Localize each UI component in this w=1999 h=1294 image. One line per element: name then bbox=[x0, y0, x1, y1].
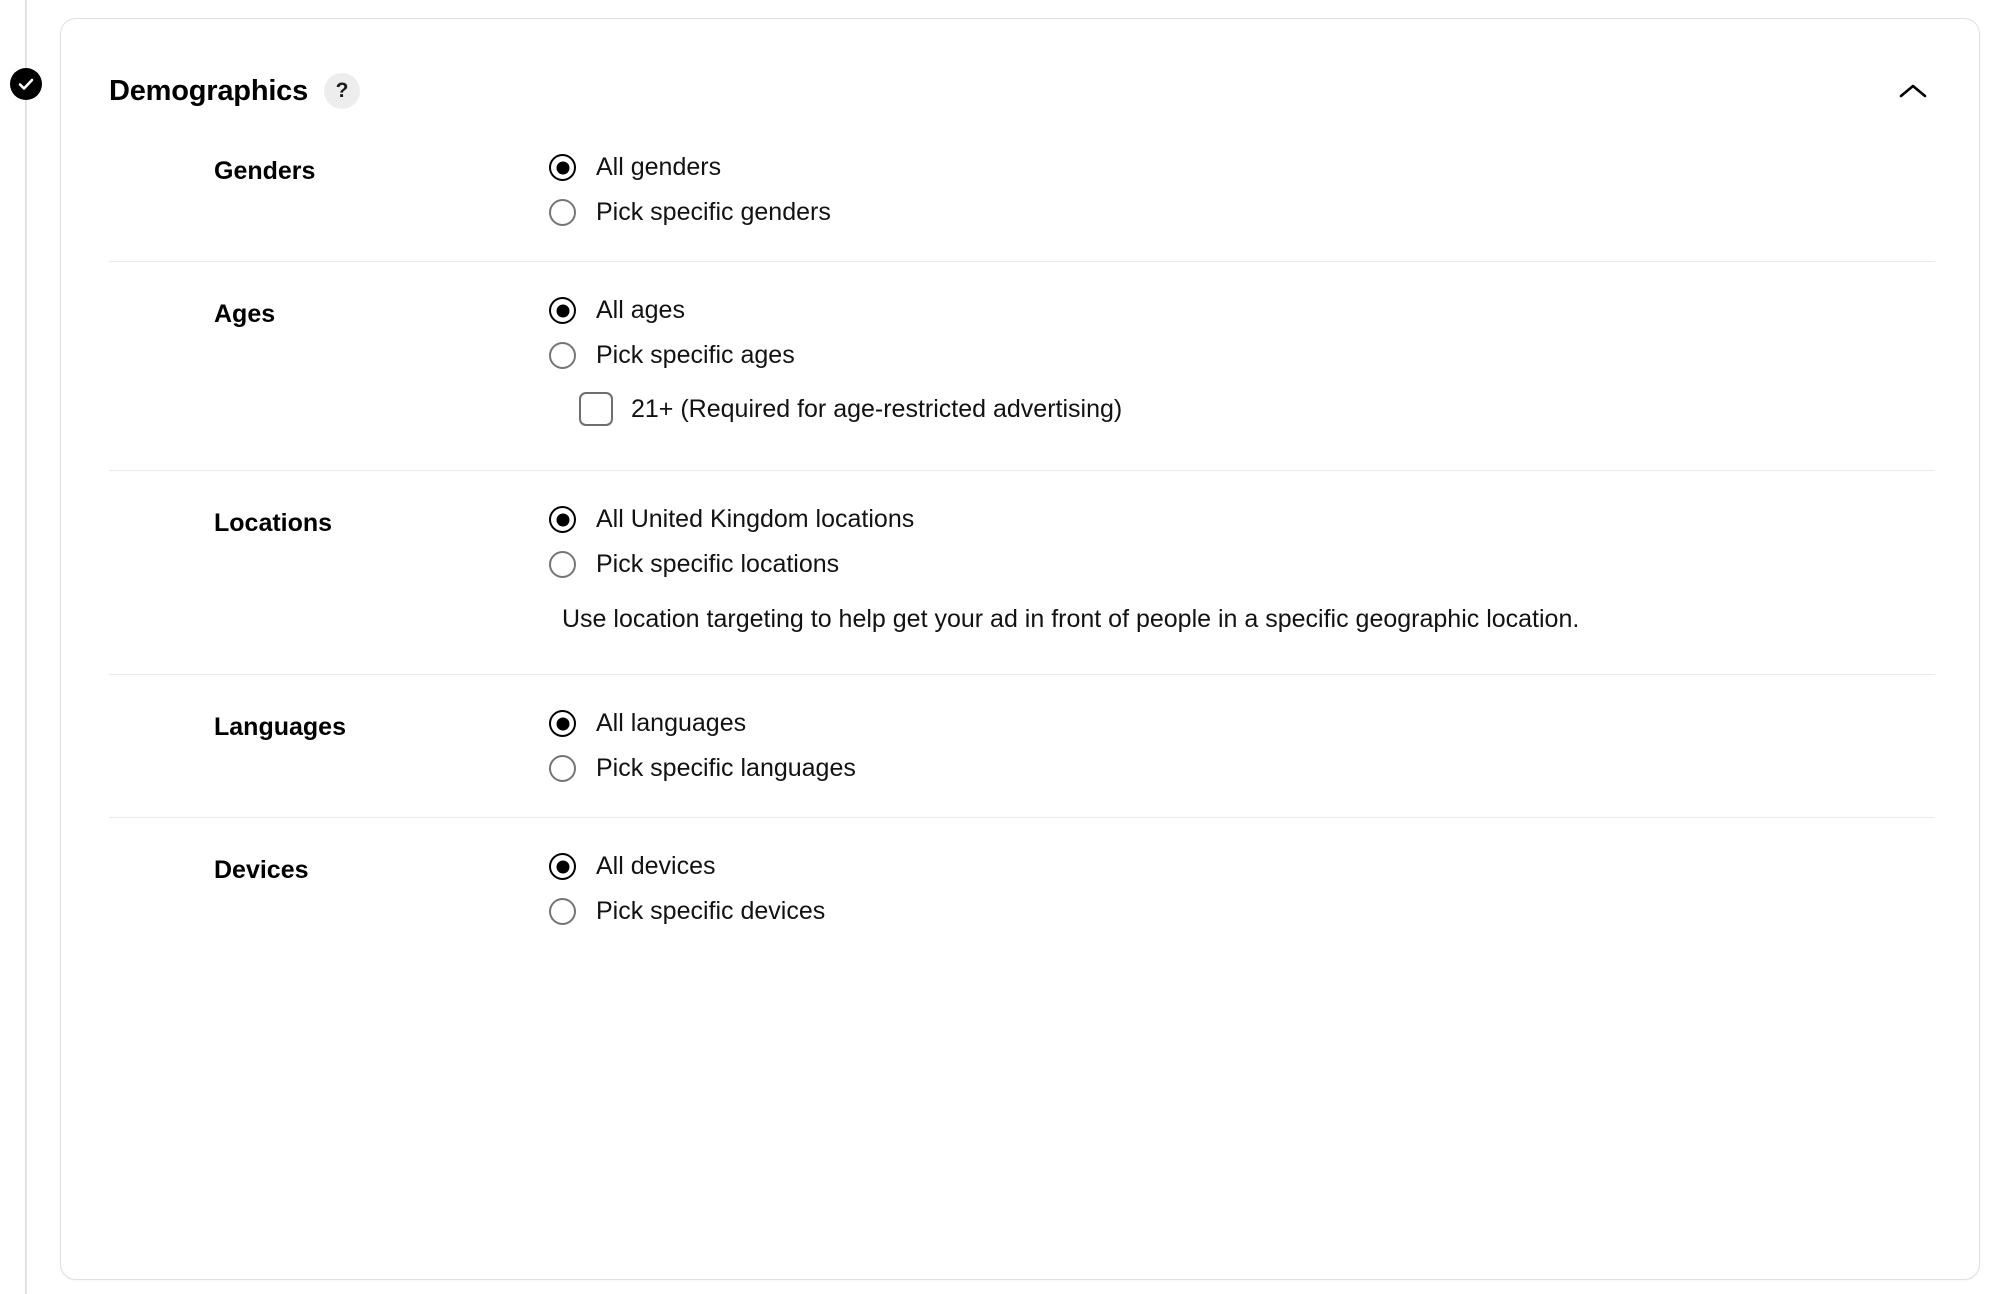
radio-icon[interactable] bbox=[549, 755, 576, 782]
help-icon[interactable]: ? bbox=[324, 73, 360, 109]
radio-label: Pick specific locations bbox=[596, 550, 840, 578]
progress-rail bbox=[25, 0, 27, 1294]
radio-icon-selected[interactable] bbox=[549, 710, 576, 737]
radio-label: All languages bbox=[596, 709, 747, 737]
radio-option-pick-specific-languages[interactable] bbox=[549, 754, 1935, 783]
radio-option-pick-specific-locations[interactable] bbox=[549, 550, 1935, 579]
radio-label: All genders bbox=[596, 153, 722, 181]
row-body-ages bbox=[549, 296, 1935, 426]
radio-label: Pick specific ages bbox=[596, 341, 795, 369]
radio-icon-selected[interactable] bbox=[549, 297, 576, 324]
row-label-devices: Devices bbox=[214, 856, 309, 884]
checkbox-label: 21+ (Required for age-restricted advertising) bbox=[631, 394, 1123, 423]
radio-option-all-uk-locations[interactable] bbox=[549, 505, 1935, 534]
row-body-devices bbox=[549, 852, 1935, 926]
row-label-genders: Genders bbox=[214, 157, 316, 185]
row-label-locations: Locations bbox=[214, 509, 333, 537]
radio-icon-selected[interactable] bbox=[549, 506, 576, 533]
radio-option-all-genders[interactable] bbox=[549, 153, 1935, 182]
row-locations bbox=[109, 471, 1935, 675]
radio-option-all-ages[interactable] bbox=[549, 296, 1935, 325]
page-title: Demographics bbox=[109, 74, 309, 107]
checkbox-option-age-restricted[interactable] bbox=[579, 392, 1935, 426]
radio-option-pick-specific-devices[interactable] bbox=[549, 897, 1935, 926]
radio-label: All ages bbox=[596, 296, 685, 324]
radio-label: Pick specific languages bbox=[596, 754, 856, 782]
radio-label: Pick specific genders bbox=[596, 198, 831, 226]
radio-label: All devices bbox=[596, 852, 716, 880]
card-header bbox=[61, 19, 1979, 119]
radio-label: Pick specific devices bbox=[596, 897, 826, 925]
radio-option-pick-specific-ages[interactable] bbox=[549, 341, 1935, 370]
locations-hint: Use location targeting to help get your ad in front of people in a specific geographic location. bbox=[562, 605, 1580, 633]
demographics-rows bbox=[61, 119, 1979, 986]
radio-icon[interactable] bbox=[549, 199, 576, 226]
row-body-genders bbox=[549, 153, 1935, 227]
chevron-up-icon[interactable] bbox=[1891, 69, 1935, 113]
check-circle-icon bbox=[10, 68, 42, 100]
row-devices bbox=[109, 818, 1935, 986]
radio-option-pick-specific-genders[interactable] bbox=[549, 198, 1935, 227]
demographics-card bbox=[60, 18, 1980, 1280]
row-languages bbox=[109, 675, 1935, 818]
row-ages bbox=[109, 262, 1935, 471]
radio-option-all-languages[interactable] bbox=[549, 709, 1935, 738]
radio-label: All United Kingdom locations bbox=[596, 505, 915, 533]
row-genders bbox=[109, 119, 1935, 262]
row-body-languages bbox=[549, 709, 1935, 783]
radio-option-all-devices[interactable] bbox=[549, 852, 1935, 881]
row-label-ages: Ages bbox=[214, 300, 276, 328]
row-body-locations bbox=[549, 505, 1935, 634]
row-label-languages: Languages bbox=[214, 713, 346, 741]
radio-icon-selected[interactable] bbox=[549, 154, 576, 181]
radio-icon-selected[interactable] bbox=[549, 853, 576, 880]
radio-icon[interactable] bbox=[549, 342, 576, 369]
radio-icon[interactable] bbox=[549, 551, 576, 578]
radio-icon[interactable] bbox=[549, 898, 576, 925]
checkbox-icon[interactable] bbox=[579, 392, 613, 426]
